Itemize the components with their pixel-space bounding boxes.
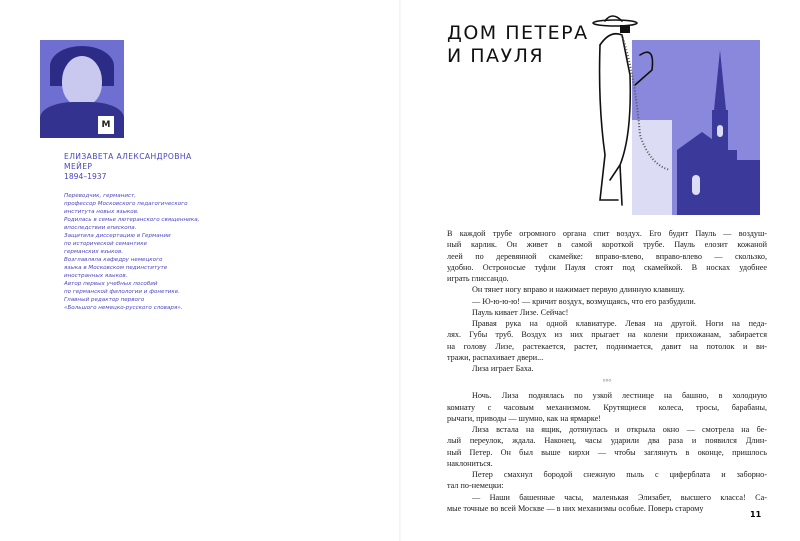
text-line: тал по-немецки: <box>447 481 504 491</box>
bio-line: Возглавляла кафедру немецкого <box>64 257 163 263</box>
paragraph <box>447 492 767 515</box>
text-line: комнату с часовым механизмом. Крутящиеся колеса, тросы, барабаны, <box>447 402 767 412</box>
bio-line: Главный редактор первого <box>64 297 145 303</box>
caption-name-line: ЕЛИЗАВЕТА АЛЕКСАНДРОВНА <box>64 152 192 161</box>
paragraph <box>447 318 767 363</box>
text-line: леей по деревянной скамейке: вправо-влево, вправо-влево — скользко, <box>447 251 767 261</box>
paragraph <box>447 284 767 295</box>
text-line: Правая рука на одной клавиатуре. Левая на другой. Ноги на педа- <box>472 319 767 328</box>
bio-line: по германской филологии и фонетике. <box>64 289 180 295</box>
text-line: — Наши башенные часы, маленькая Элизабет, высшего класса! Са- <box>472 492 767 502</box>
bio-line: Переводчик, германист, <box>64 193 137 199</box>
bio-line: Родилась в семье лютеранского священника, <box>64 217 200 223</box>
peter-illustration-icon <box>560 15 680 215</box>
paragraph <box>447 390 767 424</box>
chapter-title-line: ДОМ ПЕТЕРА <box>447 22 589 44</box>
text-line: рычаги, приводы — шумно, как на ярмарке! <box>447 413 601 423</box>
caption-name <box>64 152 199 172</box>
text-line: Петер смахнул бородой снежную пыль с циферблата и заборно- <box>472 470 767 479</box>
text-line: Он тянет ногу вправо и нажимает первую длинную клавишу. <box>472 285 685 295</box>
bio-line: языка в Московском пединституте <box>64 265 168 271</box>
bio-line: Автор первых учебных пособий <box>64 281 158 287</box>
caption-name-line: МЕЙЕР <box>64 162 93 171</box>
text-line: Лиза играет Баха. <box>472 364 534 373</box>
text-line: Лиза встала на ящик, дотянулась и открыла окно — смотрела на бе- <box>472 425 767 434</box>
text-line: наклониться. <box>447 458 493 468</box>
text-line: на голову Лизе, растекается, растет, поднимается, давит на потолок и ви- <box>447 341 767 351</box>
text-line: — Ю-ю-ю-ю! — кричит воздух, возмущаясь, что его разбудили. <box>472 296 696 306</box>
bio-line: института новых языков. <box>64 209 139 215</box>
text-line: ный карлик. Он живет в самой короткой трубе. Пауль елозит кожаной <box>447 240 767 250</box>
text-line: лый переулок, ждала. Наконец, часы ударили два раза и появился Длин- <box>447 436 767 446</box>
bio-line: по исторической семантике <box>64 241 148 247</box>
portrait-sign: М <box>98 116 114 134</box>
paragraph <box>447 363 767 374</box>
chapter-title-line: И ПАУЛЯ <box>447 45 545 67</box>
page-number: 11 <box>750 510 762 519</box>
bio-line: германских языков. <box>64 249 124 255</box>
portrait-photo <box>40 40 124 138</box>
bio-line: впоследствии епископа. <box>64 225 137 231</box>
paragraph <box>447 296 767 307</box>
caption-years: 1894–1937 <box>64 172 107 181</box>
paragraph <box>447 307 767 318</box>
text-line: Пауль кивает Лизе. Сейчас! <box>472 307 569 317</box>
bio-line: иностранных языков. <box>64 273 128 279</box>
paragraph <box>447 228 767 284</box>
section-separator: °°° <box>602 378 612 387</box>
text-line: играть глиссандо. <box>447 274 509 283</box>
text-line: тражи, распахивает двери... <box>447 352 544 362</box>
book-spine <box>399 0 401 541</box>
paragraph <box>447 424 767 469</box>
text-line: удобно. Остроносые туфли Пауля стоят под скамейкой. В носках удобнее <box>447 262 767 272</box>
bio-line: Защитила диссертацию в Германии <box>64 233 171 239</box>
text-line: ный Петер. Он был выше кирхи — чтобы заглянуть в оконце, пришлось <box>447 447 767 457</box>
bio-line: профессор Московского педагогического <box>64 201 188 207</box>
text-line: В каждой трубе огромного органа спит воздух. Его будит Пауль — воздуш- <box>447 229 767 238</box>
text-line: лях. Губы труб. Воздух из них прыгает на колени прихожанам, забирается <box>447 330 767 340</box>
story-text <box>447 228 767 514</box>
portrait-caption <box>64 152 199 312</box>
text-line: Ночь. Лиза поднялась по узкой лестнице на башню, в холодную <box>472 391 767 401</box>
text-line: мые точные во всей Москве — в них механизмы особые. Поверь старому <box>447 503 704 513</box>
paragraph <box>447 469 767 492</box>
portrait-face <box>62 56 102 106</box>
caption-bio <box>64 192 199 312</box>
bio-line: «Большого немецко-русского словаря». <box>64 305 183 311</box>
